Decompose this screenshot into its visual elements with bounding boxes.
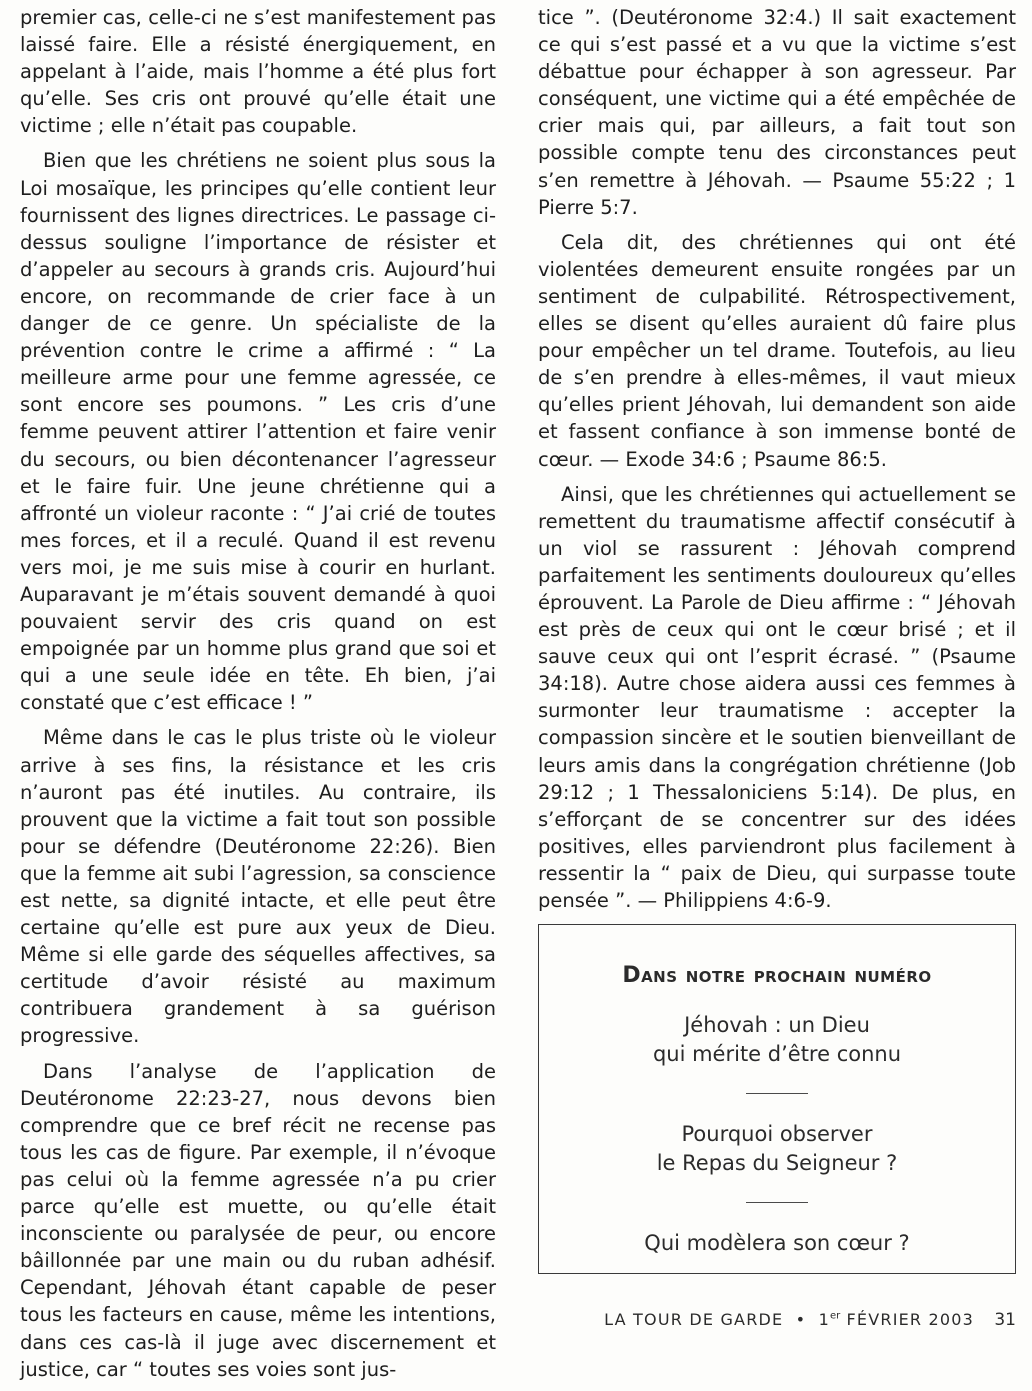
- next-issue-title: Dans notre prochain numéro: [622, 963, 932, 988]
- issue-date: [819, 1310, 974, 1329]
- next-issue-item-line: Jéhovah : un Dieu: [684, 1013, 870, 1037]
- divider: [746, 1093, 808, 1094]
- paragraph: Cela dit, des chrétiennes qui ont été violentées demeurent ensuite rongées par un sentiment de culpabilité. Rétrospectivement, elles se disent qu’elles auraient dû faire plus pour empêcher un tel drame. Toutefois, au lieu de s’en prendre à elles-mêmes, il vaut mieux qu’elles prient Jéhovah, lui demandent son aide et fassent confiance à son immense bonté de cœur. — Exode 34:6 ; Psaume 86:5.: [538, 230, 1016, 471]
- next-issue-box: [538, 924, 1016, 1274]
- next-issue-item-line: le Repas du Seigneur ?: [656, 1151, 898, 1175]
- divider: [746, 1202, 808, 1203]
- next-issue-item: [539, 1229, 1015, 1258]
- paragraph: Même dans le cas le plus triste où le violeur arrive à ses fins, la résistance et les cris n’auront pas été inutiles. Au contraire, ils prouvent que la victime a fait tout son possible pour se défendre (Deutéronome 22:26). Bien que la femme ait subi l’agression, sa conscience est nette, sa dignité intacte, et elle peut être certaine qu’elle est pure aux yeux de Dieu. Même si elle garde des séquelles affectives, sa certitude d’avoir résisté au maximum contribuera grandement à sa guérison progressive.: [20, 726, 496, 1048]
- paragraph: premier cas, celle-ci ne s’est manifestement pas laissé faire. Elle a résisté énergiquement, en appelant à l’aide, mais l’homme a été plus fort qu’elle. Ses cris ont prouvé qu’elle était une victime ; elle n’était pas coupable.: [20, 6, 496, 138]
- paragraph: Ainsi, que les chrétiennes qui actuellement se remettent du traumatisme affectif consécutif à un viol se rassurent : Jéhovah comprend parfaitement les sentiments douloureux qu’elles éprouvent. La Parole de Dieu affirme : “ Jéhovah est près de ceux qui ont le cœur brisé ; et il sauve ceux qui ont l’esprit écrasé. ” (Psaume 34:18). Autre chose aidera aussi ces femmes à surmonter leur traumatisme : accepter la compassion sincère et le soutien bienveillant de leurs amis dans la congrégation chrétienne (Job 29:12 ; 1 Thessaloniciens 5:14). De plus, en s’efforçant de se concentrer sur des idées positives, elles parviendront plus facilement à ressentir la “ paix de Dieu, qui surpasse toute pensée ”. — Philippiens 4:6-9.: [538, 482, 1016, 912]
- left-column: [20, 4, 496, 1391]
- date-day: 1: [818, 1310, 830, 1329]
- bullet-separator: •: [795, 1310, 807, 1329]
- next-issue-item: [539, 1011, 1015, 1069]
- date-ordinal: er: [829, 1310, 841, 1322]
- next-issue-item-line: qui mérite d’être connu: [652, 1042, 902, 1066]
- paragraph: Bien que les chrétiens ne soient plus sous la Loi mosaïque, les principes qu’elle contient leur fournissent des lignes directrices. Le passage ci-dessus souligne l’importance de résister et d’appeler au secours à grands cris. Aujourd’hui encore, on recommande de crier face à un danger de ce genre. Un spécialiste de la prévention contre le crime a affirmé : “ La meilleure arme pour une femme agressée, ce sont encore ses poumons. ” Les cris d’une femme peuvent attirer l’attention et faire venir du secours, ou bien décontenancer l’agresseur et le faire fuir. Une jeune chrétienne qui a affronté un violeur raconte : “ J’ai crié de toutes mes forces, et il a reculé. Quand il est revenu vers moi, je me suis mise à courir en hurlant. Auparavant je m’étais souvent demandé à quoi pouvaient servir des cris quand on est empoignée par un homme plus grand que soi et qui a une seule idée en tête. Eh bien, j’ai constaté que c’est efficace ! ”: [20, 149, 496, 715]
- page-number: 31: [994, 1310, 1016, 1330]
- next-issue-item-line: Qui modèlera son cœur ?: [644, 1231, 910, 1255]
- date-month-year: FÉVRIER 2003: [846, 1310, 975, 1329]
- paragraph: Dans l’analyse de l’application de Deutéronome 22:23-27, nous devons bien comprendre que ce bref récit ne recense pas tous les cas de figure. Par exemple, il n’évoque pas celui où la femme agressée n’a pu crier parce qu’elle est muette, ou qu’elle était inconsciente ou paralysée de peur, ou encore bâillonnée par une main ou du ruban adhésif. Cependant, Jéhovah étant capable de peser tous les facteurs en cause, même les intentions, dans ces cas-là il juge avec discernement et justice, car “ toutes ses voies sont jus-: [20, 1059, 496, 1381]
- right-column: [538, 4, 1016, 922]
- next-issue-item-line: Pourquoi observer: [681, 1122, 873, 1146]
- page-footer: [0, 1310, 1016, 1330]
- publication-name: LA TOUR DE GARDE: [604, 1310, 784, 1329]
- next-issue-item: [539, 1120, 1015, 1178]
- paragraph: tice ”. (Deutéronome 32:4.) Il sait exactement ce qui s’est passé et a vu que la victime s’est débattue pour échapper à son agresseur. Par conséquent, une victime qui a été empêchée de crier mais qui, par ailleurs, a fait tout son possible compte tenu des circonstances peut s’en remettre à Jéhovah. — Psaume 55:22 ; 1 Pierre 5:7.: [538, 6, 1016, 219]
